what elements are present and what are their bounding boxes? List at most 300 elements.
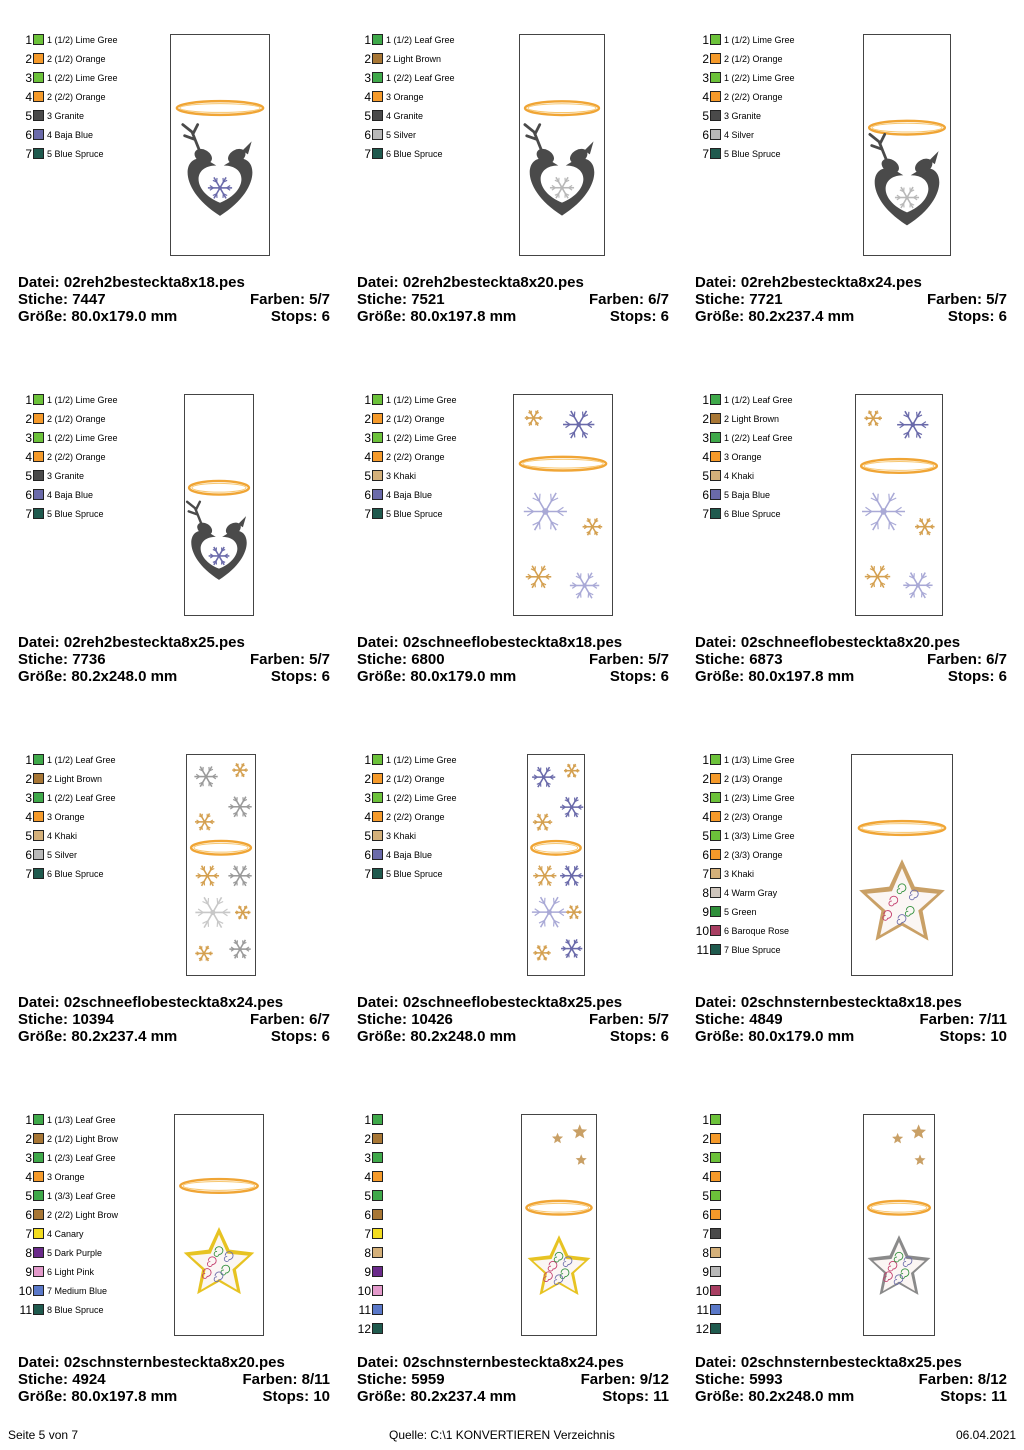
- thread-name: 2 (2/2) Orange: [47, 92, 106, 102]
- thread-color-row: [695, 428, 793, 447]
- thread-color-row: [357, 409, 445, 428]
- color-swatch: [372, 1304, 383, 1315]
- thread-color-row: [18, 864, 104, 883]
- thread-index: 5: [18, 470, 32, 482]
- thread-index: 5: [695, 110, 709, 122]
- color-swatch: [33, 754, 44, 765]
- color-swatch: [710, 906, 721, 917]
- thread-color-row: [357, 30, 455, 49]
- thread-name: 3 Granite: [724, 111, 761, 121]
- stops-label: Stops:: [940, 1388, 987, 1405]
- thread-name: 2 (1/2) Orange: [47, 54, 106, 64]
- file-line: [695, 1354, 1007, 1371]
- size-field: [18, 1028, 177, 1045]
- size-value: 80.0x197.8 mm: [410, 308, 516, 325]
- file-label: Datei:: [357, 994, 399, 1011]
- ring-inner: [871, 1203, 927, 1212]
- color-swatch: [372, 1209, 383, 1220]
- color-swatch: [710, 1152, 721, 1163]
- colors-count: 5/7: [309, 291, 330, 308]
- stitch-line: [18, 291, 330, 308]
- color-swatch: [710, 830, 721, 841]
- thread-index: 6: [18, 849, 32, 861]
- color-swatch: [33, 773, 44, 784]
- file-line: [357, 994, 669, 1011]
- thread-color-row: [695, 864, 754, 883]
- thread-color-row: [18, 144, 104, 163]
- size-field: [695, 1028, 854, 1045]
- thread-name: 1 (1/2) Lime Gree: [47, 395, 118, 405]
- deer-heart-motif: [183, 125, 253, 216]
- size-label: Größe:: [357, 668, 406, 685]
- ring-inner: [872, 123, 942, 132]
- thread-index: 6: [695, 849, 709, 861]
- color-swatch: [33, 91, 44, 102]
- thread-index: 11: [357, 1304, 371, 1316]
- stitch-label: Stiche:: [18, 291, 68, 308]
- thread-color-row: [695, 1262, 724, 1281]
- thread-color-row: [18, 1110, 116, 1129]
- thread-name: 3 Orange: [386, 92, 424, 102]
- color-swatch: [372, 849, 383, 860]
- colors-count: 9/12: [640, 1371, 669, 1388]
- colors-field: [589, 291, 669, 308]
- thread-index: 1: [357, 1114, 371, 1126]
- design-info: [695, 994, 1007, 1045]
- thread-color-row: [695, 845, 783, 864]
- color-swatch: [710, 1133, 721, 1144]
- thread-name: 1 (2/2) Lime Gree: [47, 73, 118, 83]
- snowflake-icon: [533, 814, 552, 831]
- colors-label: Farben:: [250, 651, 305, 668]
- color-swatch: [33, 849, 44, 860]
- design-info: [18, 994, 330, 1045]
- thread-index: 11: [695, 1304, 709, 1316]
- thread-color-row: [695, 1281, 724, 1300]
- color-swatch: [33, 1171, 44, 1182]
- color-swatch: [710, 1171, 721, 1182]
- thread-color-row: [18, 68, 118, 87]
- color-swatch: [710, 394, 721, 405]
- thread-index: 5: [357, 470, 371, 482]
- color-swatch: [372, 53, 383, 64]
- size-line: [18, 1388, 330, 1405]
- thread-color-row: [695, 1167, 724, 1186]
- thread-index: 3: [18, 432, 32, 444]
- thread-name: 4 Baja Blue: [386, 490, 432, 500]
- stops-label: Stops:: [939, 1028, 986, 1045]
- thread-name: 5 Blue Spruce: [724, 149, 781, 159]
- thread-name: 4 Granite: [386, 111, 423, 121]
- color-swatch: [33, 1285, 44, 1296]
- thread-index: 2: [18, 413, 32, 425]
- color-swatch: [33, 129, 44, 140]
- file-name: 02schnsternbesteckta8x18.pes: [741, 994, 962, 1011]
- thread-index: 5: [18, 1190, 32, 1202]
- stops-label: Stops:: [948, 668, 995, 685]
- thread-index: 11: [695, 944, 709, 956]
- thread-color-row: [695, 1319, 724, 1338]
- thread-name: 1 (3/3) Lime Gree: [724, 831, 795, 841]
- stitch-label: Stiche:: [18, 1011, 68, 1028]
- thread-color-row: [357, 466, 416, 485]
- file-line: [18, 634, 330, 651]
- stitch-line: [18, 1011, 330, 1028]
- design-card: [18, 30, 330, 370]
- thread-color-row: [695, 125, 754, 144]
- thread-name: 5 Blue Spruce: [386, 509, 443, 519]
- snowflake-icon: [532, 897, 567, 927]
- color-swatch: [710, 811, 721, 822]
- size-value: 80.0x179.0 mm: [71, 308, 177, 325]
- page-number: Seite 5 von 7: [8, 1428, 78, 1442]
- file-label: Datei:: [357, 1354, 399, 1371]
- file-line: [18, 994, 330, 1011]
- stops-count: 6: [999, 668, 1007, 685]
- size-line: [18, 668, 330, 685]
- thread-name: 5 Blue Spruce: [386, 869, 443, 879]
- file-field: [18, 1354, 285, 1371]
- stitch-field: [18, 1371, 106, 1388]
- thread-name: 1 (2/3) Leaf Gree: [47, 1153, 116, 1163]
- stitch-label: Stiche:: [357, 1011, 407, 1028]
- stops-label: Stops:: [948, 308, 995, 325]
- colors-count: 7/11: [979, 1011, 1007, 1028]
- color-swatch: [710, 1304, 721, 1315]
- thread-color-row: [18, 49, 106, 68]
- thread-index: 5: [18, 830, 32, 842]
- thread-name: 2 (2/2) Light Brow: [47, 1210, 118, 1220]
- thread-index: 7: [357, 508, 371, 520]
- stops-field: [610, 668, 669, 685]
- snowflake-icon: [195, 946, 212, 961]
- thread-color-row: [695, 504, 781, 523]
- thread-name: 7 Medium Blue: [47, 1286, 107, 1296]
- size-value: 80.2x237.4 mm: [410, 1388, 516, 1405]
- size-field: [695, 668, 854, 685]
- star-applique-motif: [528, 1235, 591, 1295]
- colors-field: [927, 651, 1007, 668]
- stitch-count: 10426: [411, 1011, 453, 1028]
- snowflake-icon: [194, 766, 217, 786]
- stops-count: 11: [653, 1388, 669, 1405]
- color-swatch: [710, 754, 721, 765]
- colors-label: Farben:: [589, 651, 644, 668]
- stitch-count: 7521: [411, 291, 444, 308]
- snowflake-icon: [525, 410, 543, 425]
- stops-field: [271, 668, 330, 685]
- stops-label: Stops:: [610, 308, 657, 325]
- thread-index: 1: [357, 34, 371, 46]
- thread-index: 5: [357, 110, 371, 122]
- thread-index: 2: [357, 413, 371, 425]
- color-swatch: [372, 451, 383, 462]
- thread-index: 6: [18, 1209, 32, 1221]
- design-card: [357, 30, 669, 370]
- thread-color-row: [695, 49, 783, 68]
- color-swatch: [710, 53, 721, 64]
- file-field: [357, 274, 584, 291]
- thread-index: 7: [18, 868, 32, 880]
- color-swatch: [710, 470, 721, 481]
- stitch-count: 5993: [749, 1371, 782, 1388]
- color-swatch: [710, 944, 721, 955]
- thread-color-row: [357, 68, 455, 87]
- stitch-count: 10394: [72, 1011, 114, 1028]
- stops-count: 6: [322, 1028, 330, 1045]
- design-info: [357, 634, 669, 685]
- size-field: [18, 668, 177, 685]
- thread-index: 7: [695, 868, 709, 880]
- file-line: [695, 634, 1007, 651]
- star-applique-motif: [859, 859, 945, 941]
- design-info: [18, 634, 330, 685]
- ring-inner: [192, 483, 246, 492]
- thread-name: 6 Blue Spruce: [386, 149, 443, 159]
- thread-name: 3 Granite: [47, 111, 84, 121]
- stops-count: 6: [999, 308, 1007, 325]
- stops-label: Stops:: [262, 1388, 309, 1405]
- snowflake-icon: [560, 866, 583, 886]
- color-swatch: [33, 34, 44, 45]
- thread-index: 7: [18, 508, 32, 520]
- thread-index: 3: [357, 1152, 371, 1164]
- size-field: [695, 1388, 854, 1405]
- stops-field: [948, 668, 1007, 685]
- stitch-line: [18, 651, 330, 668]
- thread-name: 1 (1/3) Lime Gree: [724, 755, 795, 765]
- ring-inner: [183, 1182, 255, 1191]
- thread-name: 3 Granite: [47, 471, 84, 481]
- thread-color-row: [18, 125, 93, 144]
- color-swatch: [372, 830, 383, 841]
- thread-name: 6 Light Pink: [47, 1267, 94, 1277]
- thread-color-row: [695, 921, 789, 940]
- design-card: [18, 750, 330, 1090]
- thread-index: 4: [357, 811, 371, 823]
- thread-name: 5 Green: [724, 907, 757, 917]
- design-preview: [855, 394, 943, 616]
- stops-count: 6: [322, 668, 330, 685]
- thread-name: 5 Silver: [386, 130, 416, 140]
- thread-name: 4 Silver: [724, 130, 754, 140]
- thread-color-row: [18, 1148, 116, 1167]
- snowflake-icon: [564, 764, 579, 777]
- color-swatch: [372, 129, 383, 140]
- thread-name: 7 Blue Spruce: [724, 945, 781, 955]
- thread-color-row: [695, 1300, 724, 1319]
- thread-color-row: [18, 87, 106, 106]
- thread-index: 5: [357, 1190, 371, 1202]
- snowflake-icon: [915, 518, 935, 535]
- thread-index: 3: [357, 432, 371, 444]
- thread-color-row: [695, 485, 770, 504]
- colors-field: [581, 1371, 669, 1388]
- thread-name: 1 (2/2) Leaf Gree: [386, 73, 455, 83]
- thread-name: 2 Light Brown: [724, 414, 779, 424]
- thread-name: 4 Baja Blue: [47, 130, 93, 140]
- stops-count: 6: [661, 1028, 669, 1045]
- thread-color-row: [357, 87, 424, 106]
- design-card: [695, 1110, 1007, 1450]
- stitch-label: Stiche:: [18, 1371, 68, 1388]
- thread-index: 1: [695, 754, 709, 766]
- design-info: [357, 994, 669, 1045]
- thread-color-row: [357, 1167, 386, 1186]
- color-swatch: [710, 110, 721, 121]
- snowflake-icon: [532, 767, 555, 787]
- file-field: [695, 994, 962, 1011]
- design-card: [18, 1110, 330, 1450]
- stitch-count: 4849: [749, 1011, 782, 1028]
- stitch-line: [357, 1011, 669, 1028]
- snowflake-icon: [229, 940, 250, 959]
- color-swatch: [710, 1323, 721, 1334]
- ring-inner: [194, 843, 248, 852]
- stitch-field: [357, 1371, 445, 1388]
- stitch-field: [695, 651, 783, 668]
- thread-index: 3: [357, 72, 371, 84]
- thread-color-row: [695, 1186, 724, 1205]
- thread-index: 2: [357, 773, 371, 785]
- ring-inner: [529, 1203, 588, 1212]
- thread-index: 7: [357, 868, 371, 880]
- thread-index: 7: [357, 148, 371, 160]
- snowflake-icon: [583, 518, 603, 535]
- thread-name: 2 (3/3) Orange: [724, 850, 783, 860]
- color-swatch: [372, 1171, 383, 1182]
- thread-index: 2: [357, 1133, 371, 1145]
- thread-index: 2: [18, 773, 32, 785]
- size-value: 80.2x237.4 mm: [748, 308, 854, 325]
- color-swatch: [33, 110, 44, 121]
- thread-color-row: [357, 807, 445, 826]
- file-line: [695, 994, 1007, 1011]
- file-label: Datei:: [695, 274, 737, 291]
- snowflake-icon: [195, 813, 214, 830]
- snowflake-icon: [196, 866, 219, 886]
- thread-index: 1: [695, 1114, 709, 1126]
- file-name: 02schnsternbesteckta8x20.pes: [64, 1354, 285, 1371]
- file-name: 02schnsternbesteckta8x25.pes: [741, 1354, 962, 1371]
- stitch-label: Stiche:: [695, 651, 745, 668]
- stops-count: 11: [991, 1388, 1007, 1405]
- color-swatch: [33, 413, 44, 424]
- thread-color-row: [18, 485, 93, 504]
- thread-index: 5: [695, 470, 709, 482]
- thread-name: 5 Silver: [47, 850, 77, 860]
- stitch-field: [357, 291, 445, 308]
- color-swatch: [33, 868, 44, 879]
- thread-color-row: [357, 1186, 386, 1205]
- colors-label: Farben:: [927, 651, 982, 668]
- size-label: Größe:: [18, 1028, 67, 1045]
- color-swatch: [710, 432, 721, 443]
- design-card: [695, 750, 1007, 1090]
- file-name: 02schneeflobesteckta8x24.pes: [64, 994, 283, 1011]
- thread-name: 3 Khaki: [386, 471, 416, 481]
- color-swatch: [33, 830, 44, 841]
- star-applique-motif: [868, 1235, 931, 1295]
- thread-name: 6 Blue Spruce: [724, 509, 781, 519]
- thread-index: 3: [18, 72, 32, 84]
- stitch-label: Stiche:: [695, 1011, 745, 1028]
- color-swatch: [33, 1133, 44, 1144]
- thread-index: 3: [18, 792, 32, 804]
- source-path: Quelle: C:\1 KONVERTIEREN Verzeichnis: [389, 1428, 615, 1442]
- color-swatch: [33, 489, 44, 500]
- thread-color-row: [695, 106, 761, 125]
- snowflake-icon: [550, 177, 574, 198]
- color-swatch: [372, 1285, 383, 1296]
- color-swatch: [372, 1133, 383, 1144]
- file-line: [357, 634, 669, 651]
- thread-name: 2 (1/3) Orange: [724, 774, 783, 784]
- thread-color-row: [357, 485, 432, 504]
- stitch-label: Stiche:: [357, 651, 407, 668]
- thread-index: 5: [695, 830, 709, 842]
- thread-index: 3: [695, 1152, 709, 1164]
- thread-name: 4 Baja Blue: [47, 490, 93, 500]
- color-swatch: [710, 1209, 721, 1220]
- thread-name: 2 (1/2) Orange: [724, 54, 783, 64]
- thread-color-row: [18, 30, 118, 49]
- stitch-line: [18, 1371, 330, 1388]
- size-line: [357, 1028, 669, 1045]
- thread-color-row: [357, 845, 432, 864]
- colors-field: [589, 1011, 669, 1028]
- stitch-field: [18, 1011, 114, 1028]
- thread-name: 3 Khaki: [724, 869, 754, 879]
- color-swatch: [372, 1247, 383, 1258]
- thread-name: 1 (1/2) Leaf Gree: [386, 35, 455, 45]
- size-field: [357, 668, 516, 685]
- size-label: Größe:: [18, 668, 67, 685]
- thread-color-row: [357, 826, 416, 845]
- thread-index: 6: [357, 129, 371, 141]
- thread-name: 2 (2/2) Orange: [724, 92, 783, 102]
- thread-name: 1 (1/2) Lime Gree: [724, 35, 795, 45]
- thread-index: 12: [695, 1323, 709, 1335]
- thread-index: 2: [18, 53, 32, 65]
- small-star-icon: [572, 1124, 587, 1138]
- color-swatch: [710, 1285, 721, 1296]
- thread-index: 8: [18, 1247, 32, 1259]
- stitch-count: 6873: [749, 651, 782, 668]
- size-value: 80.0x197.8 mm: [71, 1388, 177, 1405]
- size-line: [695, 1388, 1007, 1405]
- star-applique-motif: [184, 1227, 255, 1294]
- thread-index: 2: [695, 53, 709, 65]
- thread-name: 2 (1/2) Orange: [386, 414, 445, 424]
- stops-count: 6: [661, 668, 669, 685]
- stops-count: 10: [990, 1028, 1007, 1045]
- snowflake-icon: [195, 897, 230, 927]
- size-line: [357, 668, 669, 685]
- thread-index: 4: [357, 1171, 371, 1183]
- thread-index: 7: [695, 508, 709, 520]
- thread-index: 1: [18, 34, 32, 46]
- design-card: [357, 390, 669, 730]
- snowflake-icon: [228, 866, 251, 886]
- thread-color-row: [18, 769, 102, 788]
- thread-index: 7: [695, 148, 709, 160]
- snowflake-icon: [895, 187, 919, 208]
- color-swatch: [33, 394, 44, 405]
- thread-index: 9: [695, 906, 709, 918]
- thread-index: 2: [695, 413, 709, 425]
- thread-index: 3: [695, 792, 709, 804]
